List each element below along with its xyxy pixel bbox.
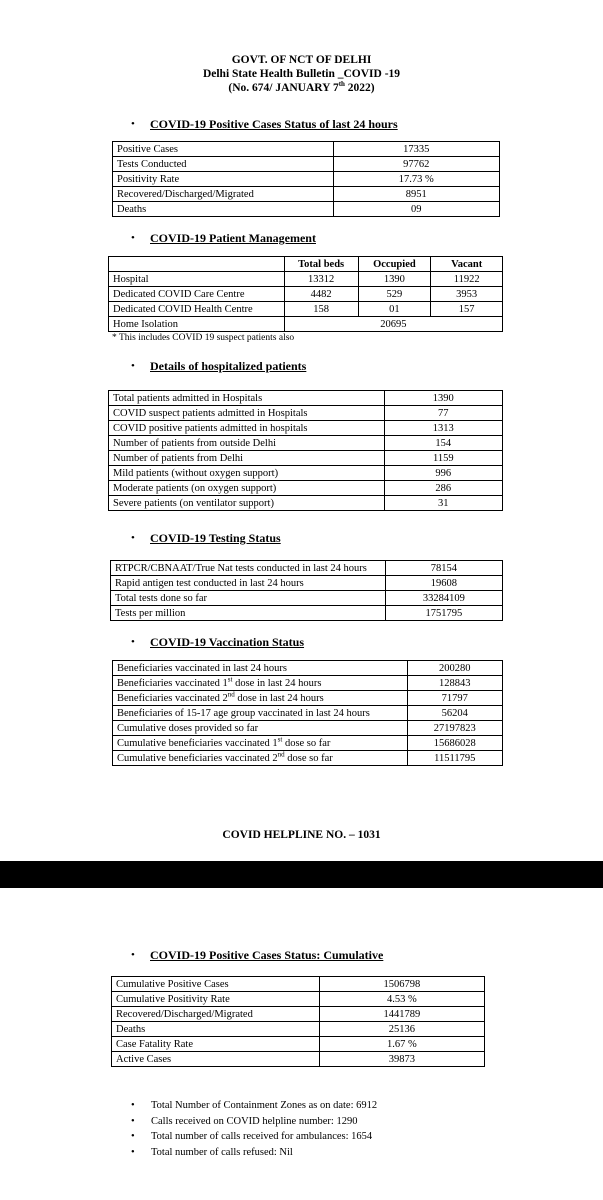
last24-value: 17.73 % xyxy=(333,172,499,187)
cumulative-label: Cumulative Positive Cases xyxy=(112,977,320,992)
vaccination-row xyxy=(113,721,503,736)
last24-label: Positivity Rate xyxy=(113,172,334,187)
bullet-icon: • xyxy=(131,1115,135,1127)
pm-column-header: Total beds xyxy=(284,257,358,272)
pm-total: 158 xyxy=(284,302,358,317)
hospitalized-label: Total patients admitted in Hospitals xyxy=(109,391,385,406)
vaccination-row xyxy=(113,751,503,766)
section-title-testing: COVID-19 Testing Status xyxy=(150,531,281,545)
pm-row xyxy=(109,302,503,317)
bullet-icon: • xyxy=(131,636,135,648)
cumulative-row xyxy=(112,977,485,992)
last24-value: 8951 xyxy=(333,187,499,202)
testing-row xyxy=(111,591,503,606)
pm-label: Dedicated COVID Care Centre xyxy=(109,287,285,302)
vaccination-table xyxy=(112,660,503,766)
page-separator xyxy=(0,861,603,888)
pm-home-isolation-row xyxy=(109,317,503,332)
section-title-last24: COVID-19 Positive Cases Status of last 24 hours xyxy=(150,117,398,131)
section-title-patient-management: COVID-19 Patient Management xyxy=(150,231,316,245)
hospitalized-value: 996 xyxy=(384,466,502,481)
cumulative-row xyxy=(112,1052,485,1067)
pm-total: 13312 xyxy=(284,272,358,287)
testing-label: RTPCR/CBNAAT/True Nat tests conducted in last 24 hours xyxy=(111,561,386,576)
hospitalized-row xyxy=(109,466,503,481)
last24-row xyxy=(113,157,500,172)
vaccination-value: 27197823 xyxy=(407,721,502,736)
section-title-vaccination: COVID-19 Vaccination Status xyxy=(150,635,305,649)
list-item xyxy=(131,1114,377,1130)
vaccination-row xyxy=(113,691,503,706)
pm-column-header: Occupied xyxy=(358,257,431,272)
list-item xyxy=(131,1145,377,1161)
hospitalized-value: 31 xyxy=(384,496,502,511)
hospitalized-row xyxy=(109,451,503,466)
last24-row xyxy=(113,142,500,157)
cumulative-label: Deaths xyxy=(112,1022,320,1037)
cumulative-label: Recovered/Discharged/Migrated xyxy=(112,1007,320,1022)
pm-occupied: 01 xyxy=(358,302,431,317)
last24-label: Positive Cases xyxy=(113,142,334,157)
bullet-icon: • xyxy=(131,532,135,544)
vaccination-value: 15686028 xyxy=(407,736,502,751)
cumulative-row xyxy=(112,1007,485,1022)
cumulative-row xyxy=(112,1037,485,1052)
last24-row xyxy=(113,202,500,217)
testing-label: Total tests done so far xyxy=(111,591,386,606)
vaccination-value: 56204 xyxy=(407,706,502,721)
vaccination-label: Cumulative beneficiaries vaccinated 2nd dose so far xyxy=(113,751,408,766)
testing-value: 19608 xyxy=(385,576,502,591)
hospitalized-row xyxy=(109,421,503,436)
hospitalized-value: 1159 xyxy=(384,451,502,466)
bullet-icon: • xyxy=(131,118,135,130)
hospitalized-label: COVID positive patients admitted in hospitals xyxy=(109,421,385,436)
vaccination-label: Cumulative doses provided so far xyxy=(113,721,408,736)
hospitalized-value: 1390 xyxy=(384,391,502,406)
stat-text: Total Number of Containment Zones as on date: 6912 xyxy=(151,1100,378,1111)
stat-text: Total number of calls received for ambulances: 1654 xyxy=(151,1131,373,1142)
pm-vacant: 157 xyxy=(431,302,503,317)
pm-label: Home Isolation xyxy=(109,317,285,332)
pm-vacant: 11922 xyxy=(431,272,503,287)
last24-value: 17335 xyxy=(333,142,499,157)
last24-label: Recovered/Discharged/Migrated xyxy=(113,187,334,202)
stat-text: Total number of calls refused: Nil xyxy=(151,1146,293,1158)
vaccination-value: 128843 xyxy=(407,676,502,691)
cumulative-value: 1441789 xyxy=(319,1007,484,1022)
vaccination-label: Beneficiaries of 15-17 age group vaccinated in last 24 hours xyxy=(113,706,408,721)
last24-row xyxy=(113,187,500,202)
cumulative-value: 1506798 xyxy=(319,977,484,992)
stat-text: Calls received on COVID helpline number: 1290 xyxy=(151,1115,358,1127)
bullet-icon: • xyxy=(131,1131,135,1142)
vaccination-row xyxy=(113,661,503,676)
testing-label: Tests per million xyxy=(111,606,386,621)
patient-management-table xyxy=(108,256,503,332)
section-title-cumulative: COVID-19 Positive Cases Status: Cumulative xyxy=(150,948,384,962)
cumulative-table xyxy=(111,976,485,1067)
cumulative-value: 39873 xyxy=(319,1052,484,1067)
vaccination-row xyxy=(113,676,503,691)
pm-header-blank xyxy=(109,257,285,272)
cumulative-value: 25136 xyxy=(319,1022,484,1037)
bullet-icon: • xyxy=(131,1146,135,1158)
testing-value: 1751795 xyxy=(385,606,502,621)
pm-row xyxy=(109,272,503,287)
pm-header-row xyxy=(109,257,503,272)
cumulative-label: Case Fatality Rate xyxy=(112,1037,320,1052)
hospitalized-value: 1313 xyxy=(384,421,502,436)
pm-home-isolation-value: 20695 xyxy=(284,317,502,332)
hospitalized-label: COVID suspect patients admitted in Hospitals xyxy=(109,406,385,421)
hospitalized-row xyxy=(109,406,503,421)
bullet-icon: • xyxy=(131,360,135,372)
last24-table xyxy=(112,141,500,217)
helpline-number: COVID HELPLINE NO. – 1031 xyxy=(222,829,381,841)
pm-label: Dedicated COVID Health Centre xyxy=(109,302,285,317)
pm-occupied: 529 xyxy=(358,287,431,302)
bulletin-number: (No. 674/ JANUARY 7th 2022) xyxy=(228,80,375,94)
testing-table xyxy=(110,560,503,621)
vaccination-label: Beneficiaries vaccinated in last 24 hours xyxy=(113,661,408,676)
pm-row xyxy=(109,287,503,302)
suspect-note: * This includes COVID 19 suspect patients also xyxy=(112,333,295,343)
testing-value: 78154 xyxy=(385,561,502,576)
last24-value: 09 xyxy=(333,202,499,217)
hospitalized-row xyxy=(109,481,503,496)
vaccination-label: Beneficiaries vaccinated 1st dose in last 24 hours xyxy=(113,676,408,691)
hospitalized-value: 77 xyxy=(384,406,502,421)
vaccination-row xyxy=(113,736,503,751)
list-item xyxy=(131,1129,377,1145)
pm-label: Hospital xyxy=(109,272,285,287)
pm-vacant: 3953 xyxy=(431,287,503,302)
hospitalized-row xyxy=(109,496,503,511)
hospitalized-label: Moderate patients (on oxygen support) xyxy=(109,481,385,496)
vaccination-value: 200280 xyxy=(407,661,502,676)
cumulative-row xyxy=(112,992,485,1007)
pm-occupied: 1390 xyxy=(358,272,431,287)
last24-value: 97762 xyxy=(333,157,499,172)
vaccination-row xyxy=(113,706,503,721)
vaccination-value: 11511795 xyxy=(407,751,502,766)
bullet-icon: • xyxy=(131,949,135,961)
pm-total: 4482 xyxy=(284,287,358,302)
hospitalized-label: Severe patients (on ventilator support) xyxy=(109,496,385,511)
testing-row xyxy=(111,606,503,621)
testing-row xyxy=(111,576,503,591)
bulletin-page-2 xyxy=(0,888,603,1200)
vaccination-label: Beneficiaries vaccinated 2nd dose in last 24 hours xyxy=(113,691,408,706)
pm-column-header: Vacant xyxy=(431,257,503,272)
hospitalized-row xyxy=(109,436,503,451)
bullet-icon: • xyxy=(131,1100,135,1111)
hospitalized-table xyxy=(108,390,503,511)
last24-label: Tests Conducted xyxy=(113,157,334,172)
bullet-icon: • xyxy=(131,232,135,244)
hospitalized-label: Number of patients from Delhi xyxy=(109,451,385,466)
testing-value: 33284109 xyxy=(385,591,502,606)
bulletin-title: Delhi State Health Bulletin _COVID -19 xyxy=(202,68,401,80)
hospitalized-value: 286 xyxy=(384,481,502,496)
hospitalized-row xyxy=(109,391,503,406)
cumulative-row xyxy=(112,1022,485,1037)
other-stats-list xyxy=(131,1098,377,1160)
cumulative-label: Active Cases xyxy=(112,1052,320,1067)
last24-row xyxy=(113,172,500,187)
last24-label: Deaths xyxy=(113,202,334,217)
hospitalized-value: 154 xyxy=(384,436,502,451)
cumulative-value: 4.53 % xyxy=(319,992,484,1007)
hospitalized-label: Number of patients from outside Delhi xyxy=(109,436,385,451)
section-title-hospitalized: Details of hospitalized patients xyxy=(150,359,307,373)
vaccination-value: 71797 xyxy=(407,691,502,706)
cumulative-label: Cumulative Positivity Rate xyxy=(112,992,320,1007)
vaccination-label: Cumulative beneficiaries vaccinated 1st dose so far xyxy=(113,736,408,751)
govt-title: GOVT. OF NCT OF DELHI xyxy=(231,54,372,66)
hospitalized-label: Mild patients (without oxygen support) xyxy=(109,466,385,481)
list-item xyxy=(131,1098,377,1114)
testing-row xyxy=(111,561,503,576)
cumulative-value: 1.67 % xyxy=(319,1037,484,1052)
testing-label: Rapid antigen test conducted in last 24 hours xyxy=(111,576,386,591)
